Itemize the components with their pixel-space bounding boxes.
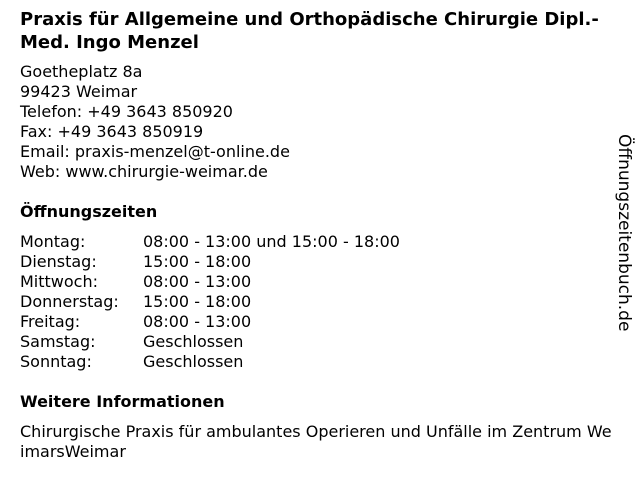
- hours-row: [20, 332, 612, 352]
- hours-row: [20, 292, 612, 312]
- info-text: Chirurgische Praxis für ambulantes Operieren und Unfälle im Zentrum WeimarsWeimar: [20, 422, 612, 461]
- phone[interactable]: Telefon: +49 3643 850920: [20, 102, 233, 121]
- time-value: 08:00 - 13:00: [143, 312, 252, 331]
- time-value: Geschlossen: [143, 332, 244, 351]
- day-label: Freitag:: [20, 312, 81, 331]
- time-value: 15:00 - 18:00: [143, 292, 252, 311]
- practice-card: [20, 8, 612, 462]
- hours-row: [20, 232, 612, 252]
- day-label: Mittwoch:: [20, 272, 98, 291]
- side-brand-label: Öffnungszeitenbuch.de: [614, 134, 634, 332]
- time-value: Geschlossen: [143, 352, 244, 371]
- website[interactable]: Web: www.chirurgie-weimar.de: [20, 162, 268, 181]
- address-block: [20, 62, 612, 182]
- info-heading: Weitere Informationen: [20, 392, 225, 411]
- opening-hours-table: [20, 232, 612, 372]
- day-label: Donnerstag:: [20, 292, 119, 311]
- hours-row: [20, 352, 612, 372]
- day-label: Montag:: [20, 232, 86, 251]
- time-value: 15:00 - 18:00: [143, 252, 252, 271]
- fax: Fax: +49 3643 850919: [20, 122, 204, 141]
- hours-row: [20, 312, 612, 332]
- street: Goetheplatz 8a: [20, 62, 143, 81]
- day-label: Sonntag:: [20, 352, 92, 371]
- day-label: Samstag:: [20, 332, 96, 351]
- time-value: 08:00 - 13:00 und 15:00 - 18:00: [143, 232, 400, 251]
- day-label: Dienstag:: [20, 252, 97, 271]
- practice-title: Praxis für Allgemeine und Orthopädische Chirurgie Dipl.-Med. Ingo Menzel: [20, 9, 599, 53]
- hours-row: [20, 272, 612, 292]
- hours-heading: Öffnungszeiten: [20, 202, 158, 221]
- city: 99423 Weimar: [20, 82, 138, 101]
- email[interactable]: Email: praxis-menzel@t-online.de: [20, 142, 290, 161]
- time-value: 08:00 - 13:00: [143, 272, 252, 291]
- hours-row: [20, 252, 612, 272]
